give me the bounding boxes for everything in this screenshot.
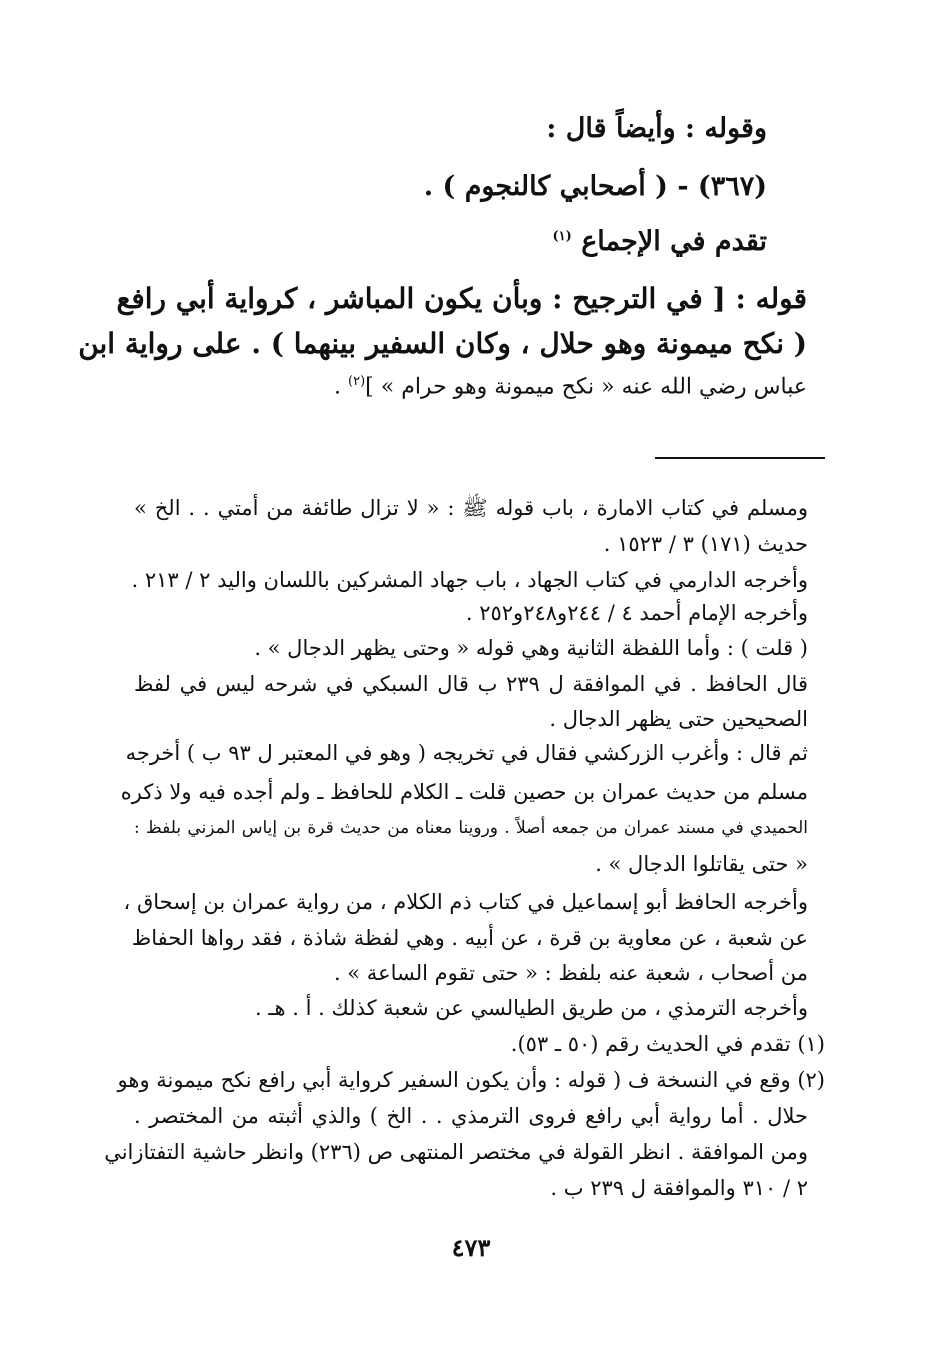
main-line-3: [552, 226, 767, 257]
footnote-2-line: حلال . أما رواية أبي رافع فروى الترمذي . . الخ ) والذي أثبته من المختصر .: [134, 1104, 808, 1128]
page-number: ٤٧٣: [451, 1233, 491, 1262]
footnote-line: الصحيحين حتى يظهر الدجال .: [549, 707, 808, 731]
footnote-1: (١) تقدم في الحديث رقم (٥٠ ـ ٥٣).: [510, 1032, 825, 1056]
footnote-line: من أصحاب ، شعبة عنه بلفظ : « حتى تقوم الساعة » .: [333, 961, 808, 985]
main-line-3-text: تقدم في الإجماع: [581, 226, 767, 257]
footnote-separator: [655, 457, 825, 459]
footnote-line: وأخرجه الحافظ أبو إسماعيل في كتاب ذم الكلام ، من رواية عمران بن إسحاق ،: [123, 890, 808, 914]
footnote-ref-2: (٢): [348, 374, 366, 389]
footnote-line: ثم قال : وأغرب الزركشي فقال في تخريجه ( وهو في المعتبر ل ٩٣ ب ) أخرجه: [125, 741, 808, 765]
footnote-line: عن شعبة ، عن معاوية بن قرة ، عن أبيه . وهي لفظة شاذة ، فقد رواها الحفاظ: [131, 926, 808, 950]
footnote-line: مسلم من حديث عمران بن حصين قلت ـ الكلام للحافظ ـ ولم أجده فيه ولا ذكره: [120, 780, 808, 804]
main-paragraph-line-3-end: .: [334, 374, 342, 400]
main-paragraph-line-3-text: عباس رضي الله عنه « نكح ميمونة وهو حرام » ]: [365, 374, 807, 400]
footnote-line: وأخرجه الإمام أحمد ٤ / ٢٤٤و٢٤٨و٢٥٢ .: [465, 601, 808, 625]
footnote-line: « حتى يقاتلوا الدجال » .: [595, 852, 808, 876]
main-line-1: وقوله : وأيضاً قال :: [546, 113, 767, 144]
footnote-line: قال الحافظ . في الموافقة ل ٢٣٩ ب قال السبكي في شرحه ليس في لفظ: [134, 672, 808, 696]
footnote-line: الحميدي في مسند عمران من جمعه أصلاً . وروينا معناه من حديث قرة بن إياس المزني بلفظ :: [134, 818, 808, 838]
footnote-2-line: ومن الموافقة . انظر القولة في مختصر المنتهى ص (٢٣٦) وانظر حاشية التفتازاني: [104, 1140, 808, 1164]
main-paragraph-line-2: ( نكح ميمونة وهو حلال ، وكان السفير بينهما ) . على رواية ابن: [78, 327, 807, 360]
footnote-line: وأخرجه الدارمي في كتاب الجهاد ، باب جهاد المشركين باللسان واليد ٢ / ٢١٣ .: [131, 568, 808, 592]
footnote-line: حديث (١٧١) ٣ / ١٥٢٣ .: [603, 532, 808, 556]
main-paragraph-line-3: [334, 374, 807, 399]
hadith-heading: (٣٦٧) - ( أصحابي كالنجوم ) .: [423, 171, 767, 202]
footnote-line: وأخرجه الترمذي ، من طريق الطيالسي عن شعبة كذلك . أ . هـ .: [255, 996, 808, 1020]
footnote-line: ومسلم في كتاب الامارة ، باب قوله ﷺ : « لا تزال طائفة من أمتي . . الخ »: [134, 496, 808, 520]
footnote-ref-1: (١): [552, 229, 572, 244]
main-paragraph-line-1: قوله : [ في الترجيح : وبأن يكون المباشر ، كرواية أبي رافع: [116, 282, 807, 315]
footnote-line: ( قلت ) : وأما اللفظة الثانية وهي قوله « وحتى يظهر الدجال » .: [254, 636, 808, 660]
footnote-2-line: (٢) وقع في النسخة ف ( قوله : وأن يكون السفير كرواية أبي رافع نكح ميمونة وهو: [117, 1068, 825, 1092]
footnote-2-line: ٢ / ٣١٠ والموافقة ل ٢٣٩ ب .: [550, 1176, 808, 1200]
